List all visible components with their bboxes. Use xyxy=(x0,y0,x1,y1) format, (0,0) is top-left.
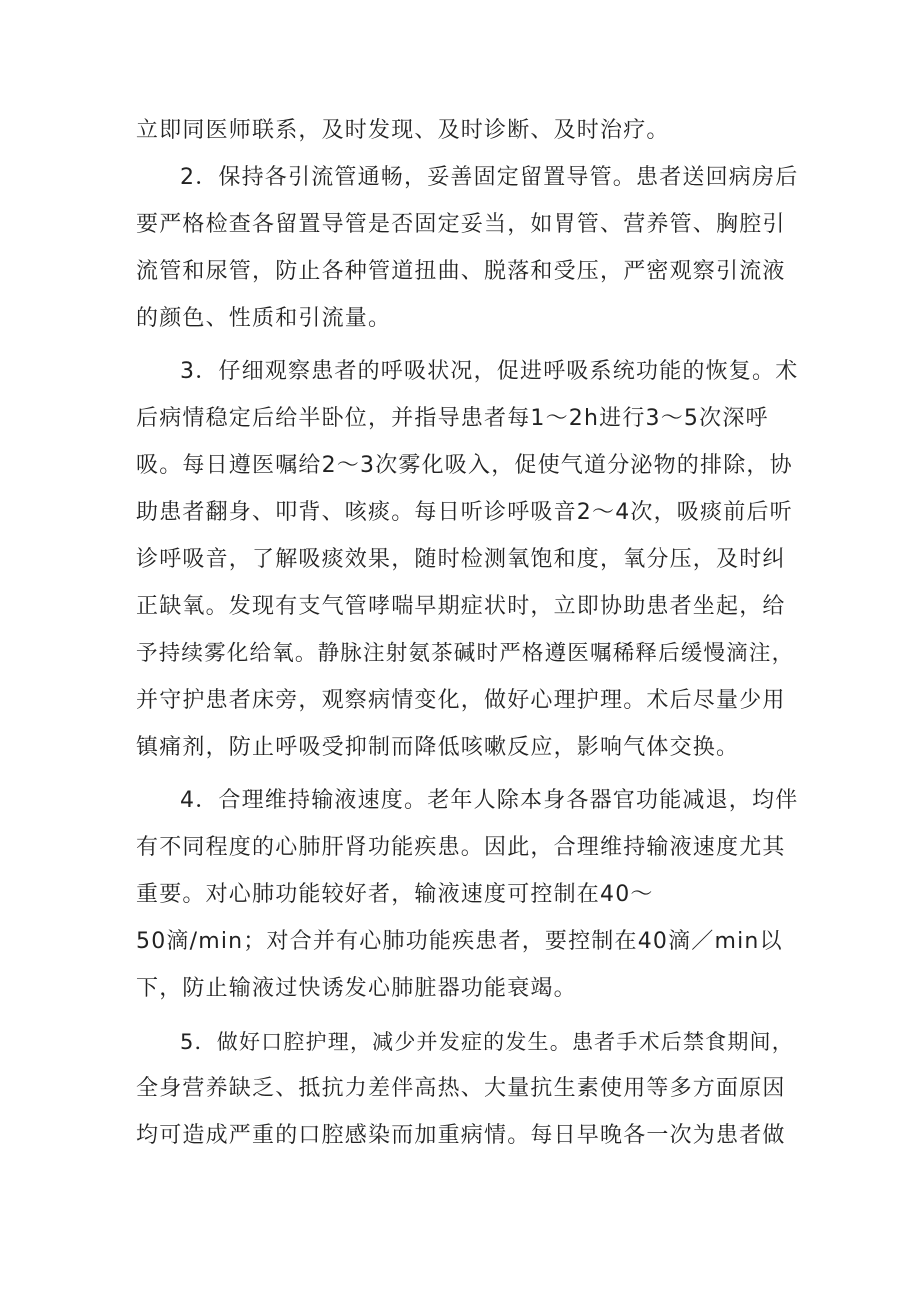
text-line: 予持续雾化给氧。静脉注射氨茶碱时严格遵医嘱稀释后缓慢滴注， xyxy=(136,641,795,666)
text-line: 50滴/min；对合并有心肺功能疾患者，要控制在40滴／min以 xyxy=(136,929,783,954)
text-line: 后病情稳定后给半卧位，并指导患者每1～2h进行3～5次深呼 xyxy=(136,406,769,431)
text-line: 镇痛剂，防止呼吸受抑制而降低咳嗽反应，影响气体交换。 xyxy=(136,735,740,760)
paragraph-3-start: 3．仔细观察患者的呼吸状况，促进呼吸系统功能的恢复。术 xyxy=(180,359,799,384)
text-line: 吸。每日遵医嘱给2～3次雾化吸入，促使气道分泌物的排除，协 xyxy=(136,453,793,478)
text-line: 诊呼吸音，了解吸痰效果，随时检测氧饱和度，氧分压，及时纠 xyxy=(136,547,786,572)
paragraph-2-start: 2．保持各引流管通畅，妥善固定留置导管。患者送回病房后 xyxy=(180,165,799,190)
text-line: 的颜色、性质和引流量。 xyxy=(136,306,392,331)
text-line: 立即同医师联系，及时发现、及时诊断、及时治疗。 xyxy=(136,118,670,143)
text-line: 并守护患者床旁，观察病情变化，做好心理护理。术后尽量少用 xyxy=(136,688,786,713)
text-line: 均可造成严重的口腔感染而加重病情。每日早晚各一次为患者做 xyxy=(136,1123,786,1148)
text-line: 有不同程度的心肺肝肾功能疾患。因此，合理维持输液速度尤其 xyxy=(136,835,786,860)
text-line: 要严格检查各留置导管是否固定妥当，如胃管、营养管、胸腔引 xyxy=(136,212,786,237)
text-line: 助患者翻身、叩背、咳痰。每日听诊呼吸音2～4次，吸痰前后听 xyxy=(136,500,793,525)
text-line: 下，防止输液过快诱发心肺脏器功能衰竭。 xyxy=(136,976,577,1001)
text-line: 正缺氧。发现有支气管哮喘早期症状时，立即协助患者坐起，给 xyxy=(136,594,786,619)
text-line: 重要。对心肺功能较好者，输液速度可控制在40～ xyxy=(136,882,654,907)
text-line: 全身营养缺乏、抵抗力差伴高热、大量抗生素使用等多方面原因 xyxy=(136,1076,786,1101)
paragraph-5-start: 5．做好口腔护理，减少并发症的发生。患者手术后禁食期间， xyxy=(180,1030,794,1054)
text-line: 流管和尿管，防止各种管道扭曲、脱落和受压，严密观察引流液 xyxy=(136,259,786,284)
paragraph-4-start: 4．合理维持输液速度。老年人除本身各器官功能减退，均伴 xyxy=(180,788,799,813)
